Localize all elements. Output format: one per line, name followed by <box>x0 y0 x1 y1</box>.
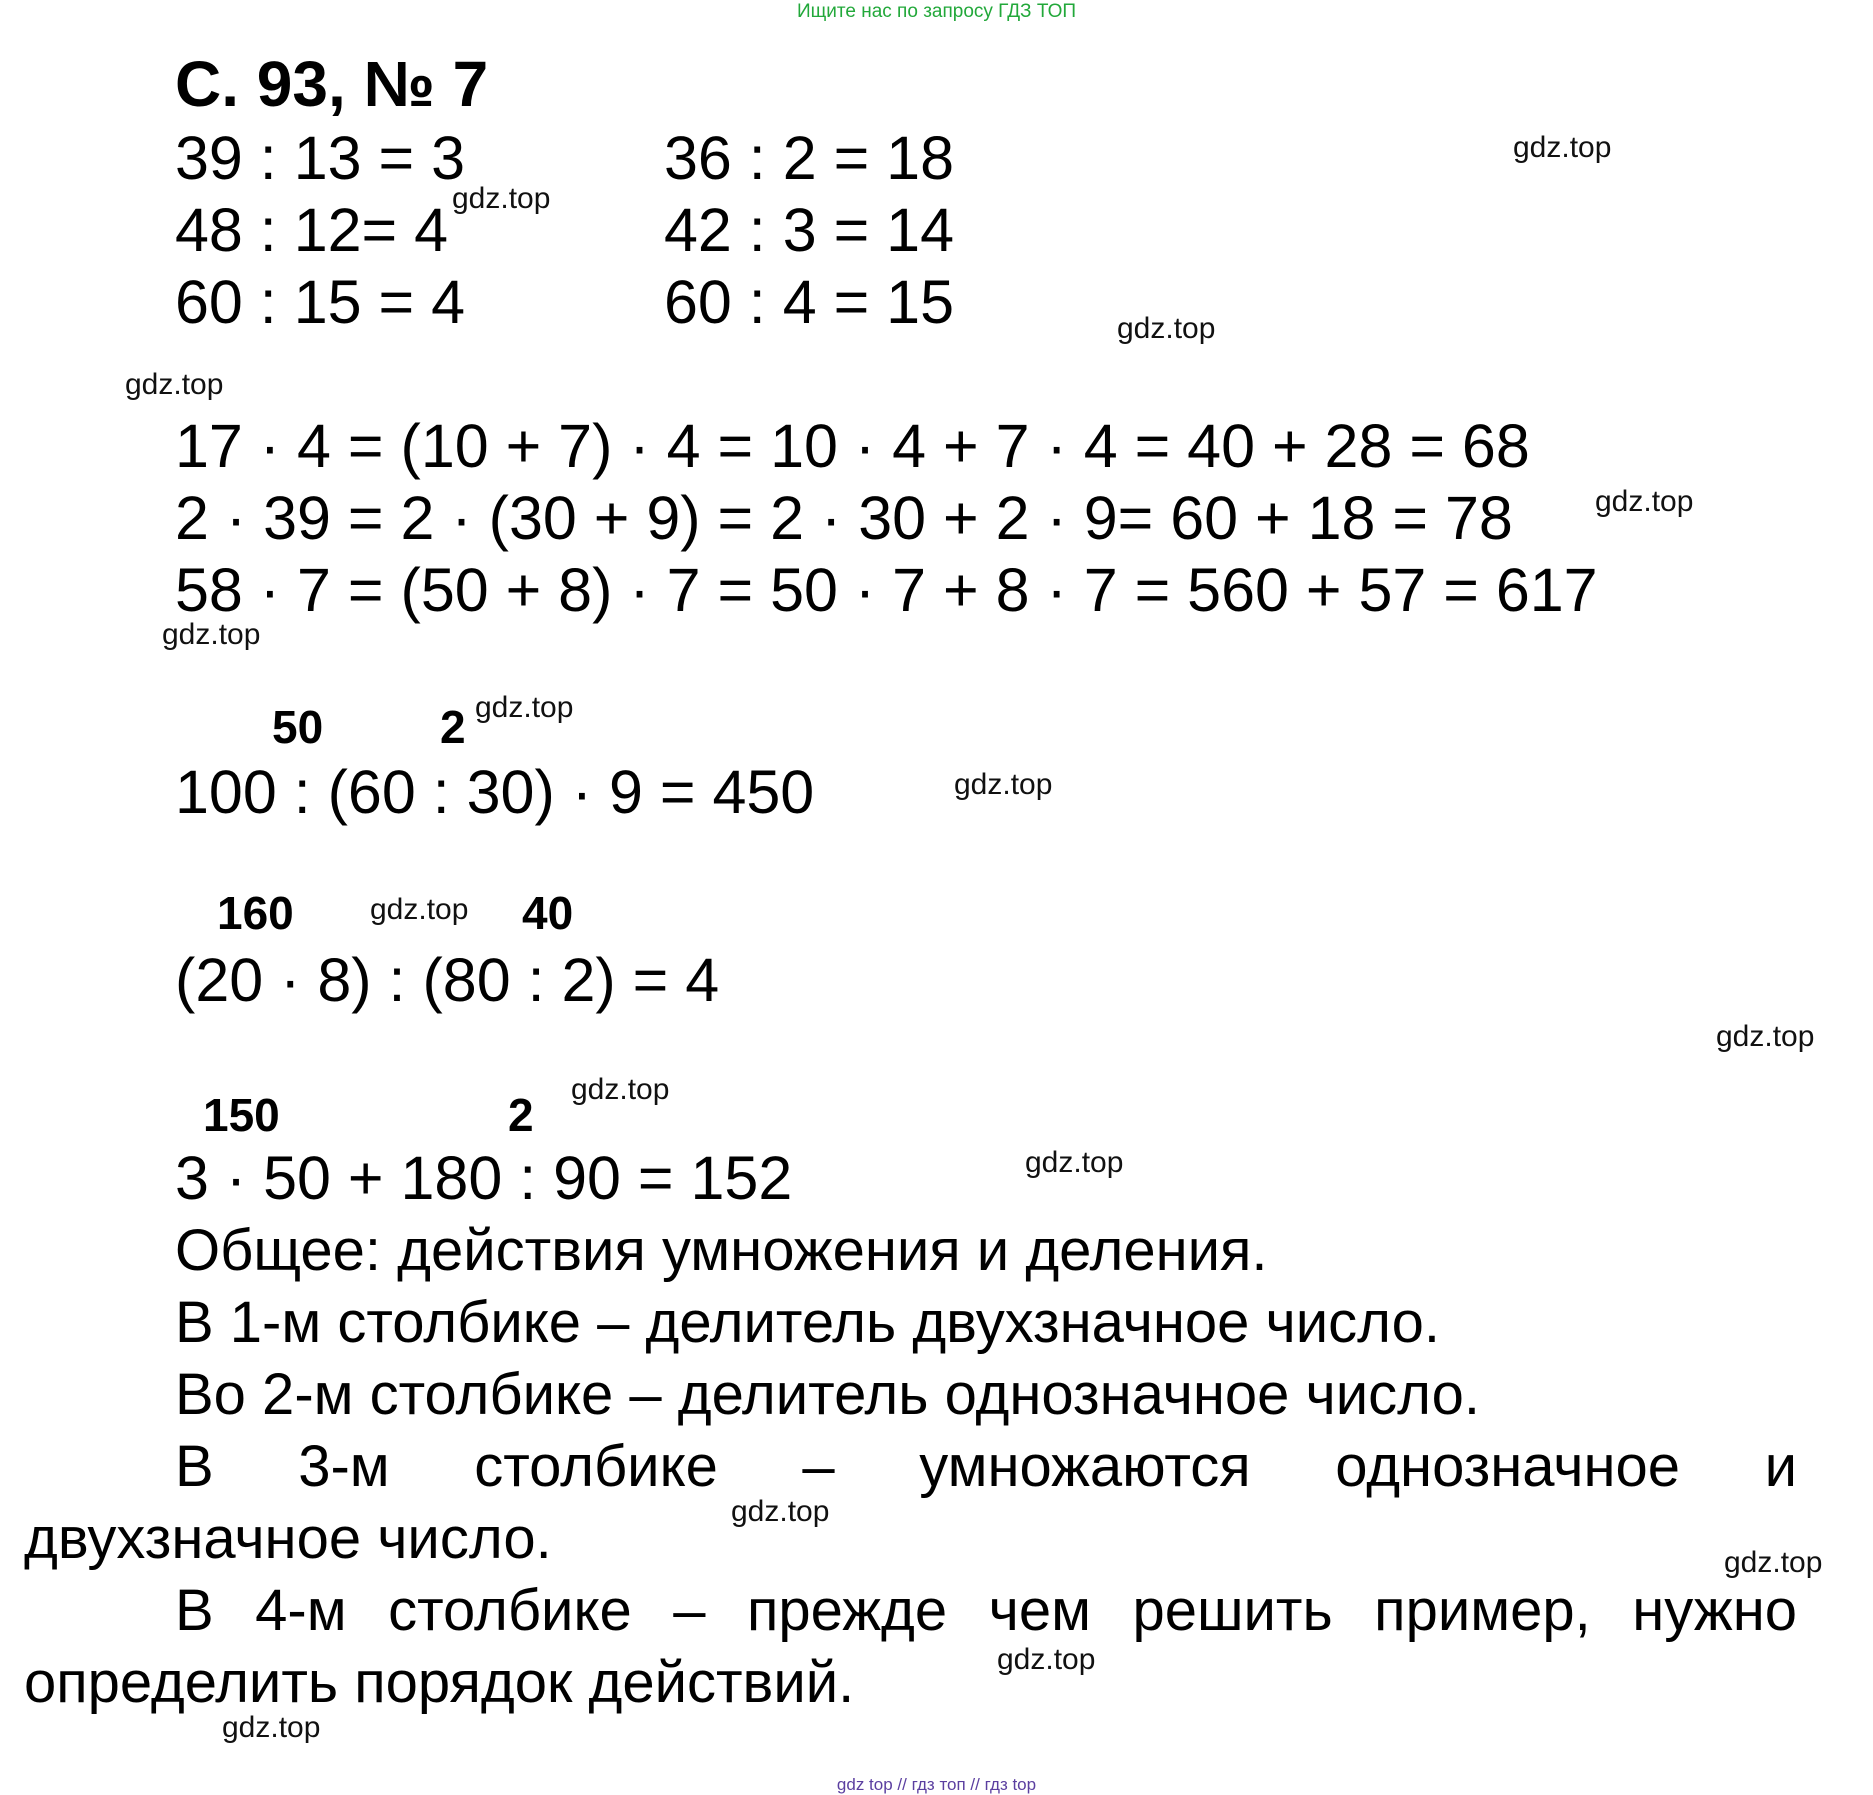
conclusion-text: Во 2-м столбике – делитель однозначное число. <box>175 1362 1480 1427</box>
watermark: gdz.top <box>954 768 1053 801</box>
watermark: gdz.top <box>1595 485 1694 518</box>
distributive-equation: 17 · 4 = (10 + 7) · 4 = 10 · 4 + 7 · 4 = 40 + 28 = 68 <box>175 412 1530 480</box>
watermark: gdz.top <box>1716 1020 1815 1053</box>
conclusion-text: В 4-м столбике – прежде чем решить пример, нужно <box>175 1578 1797 1643</box>
division-equation: 60 : 4 = 15 <box>664 268 954 336</box>
order-of-operations-equation: (20 · 8) : (80 : 2) = 4 <box>175 946 720 1014</box>
conclusion-text: Общее: действия умножения и деления. <box>175 1218 1268 1283</box>
watermark: gdz.top <box>1724 1546 1823 1579</box>
watermark: gdz.top <box>731 1495 830 1528</box>
distributive-equation: 58 · 7 = (50 + 8) · 7 = 50 · 7 + 8 · 7 = 560 + 57 = 617 <box>175 556 1598 624</box>
order-of-operations-equation: 100 : (60 : 30) · 9 = 450 <box>175 758 815 826</box>
watermark: gdz.top <box>222 1711 321 1744</box>
watermark: gdz.top <box>1117 312 1216 345</box>
watermark: gdz.top <box>571 1073 670 1106</box>
top-banner: Ищите нас по запросу ГДЗ ТОП <box>796 1 1077 22</box>
step-result: 50 <box>272 701 324 753</box>
step-result: 2 <box>508 1089 534 1141</box>
division-equation: 60 : 15 = 4 <box>175 268 465 336</box>
conclusion-text: В 3-м столбике – умножаются однозначное и <box>175 1434 1797 1499</box>
footer-links: gdz top // гдз топ // гдз top <box>836 1775 1037 1794</box>
watermark: gdz.top <box>997 1643 1096 1676</box>
conclusion-text: двухзначное число. <box>24 1506 552 1571</box>
distributive-equation: 2 · 39 = 2 · (30 + 9) = 2 · 30 + 2 · 9= 60 + 18 = 78 <box>175 484 1513 552</box>
order-of-operations-equation: 3 · 50 + 180 : 90 = 152 <box>175 1144 793 1212</box>
step-result: 160 <box>217 887 294 939</box>
division-equation: 36 : 2 = 18 <box>664 124 954 192</box>
watermark: gdz.top <box>125 368 224 401</box>
division-equation: 48 : 12= 4 <box>175 196 449 264</box>
step-result: 40 <box>522 887 574 939</box>
watermark: gdz.top <box>370 893 469 926</box>
step-result: 150 <box>203 1089 280 1141</box>
watermark: gdz.top <box>475 691 574 724</box>
watermark: gdz.top <box>1513 131 1612 164</box>
step-result: 2 <box>440 701 466 753</box>
conclusion-text: В 1-м столбике – делитель двухзначное число. <box>175 1290 1441 1355</box>
watermark: gdz.top <box>1025 1146 1124 1179</box>
division-equation: 39 : 13 = 3 <box>175 124 465 192</box>
page-title: С. 93, № 7 <box>175 48 489 120</box>
conclusion-text: определить порядок действий. <box>24 1650 855 1715</box>
division-equation: 42 : 3 = 14 <box>664 196 954 264</box>
watermark: gdz.top <box>162 618 261 651</box>
watermark: gdz.top <box>452 182 551 215</box>
